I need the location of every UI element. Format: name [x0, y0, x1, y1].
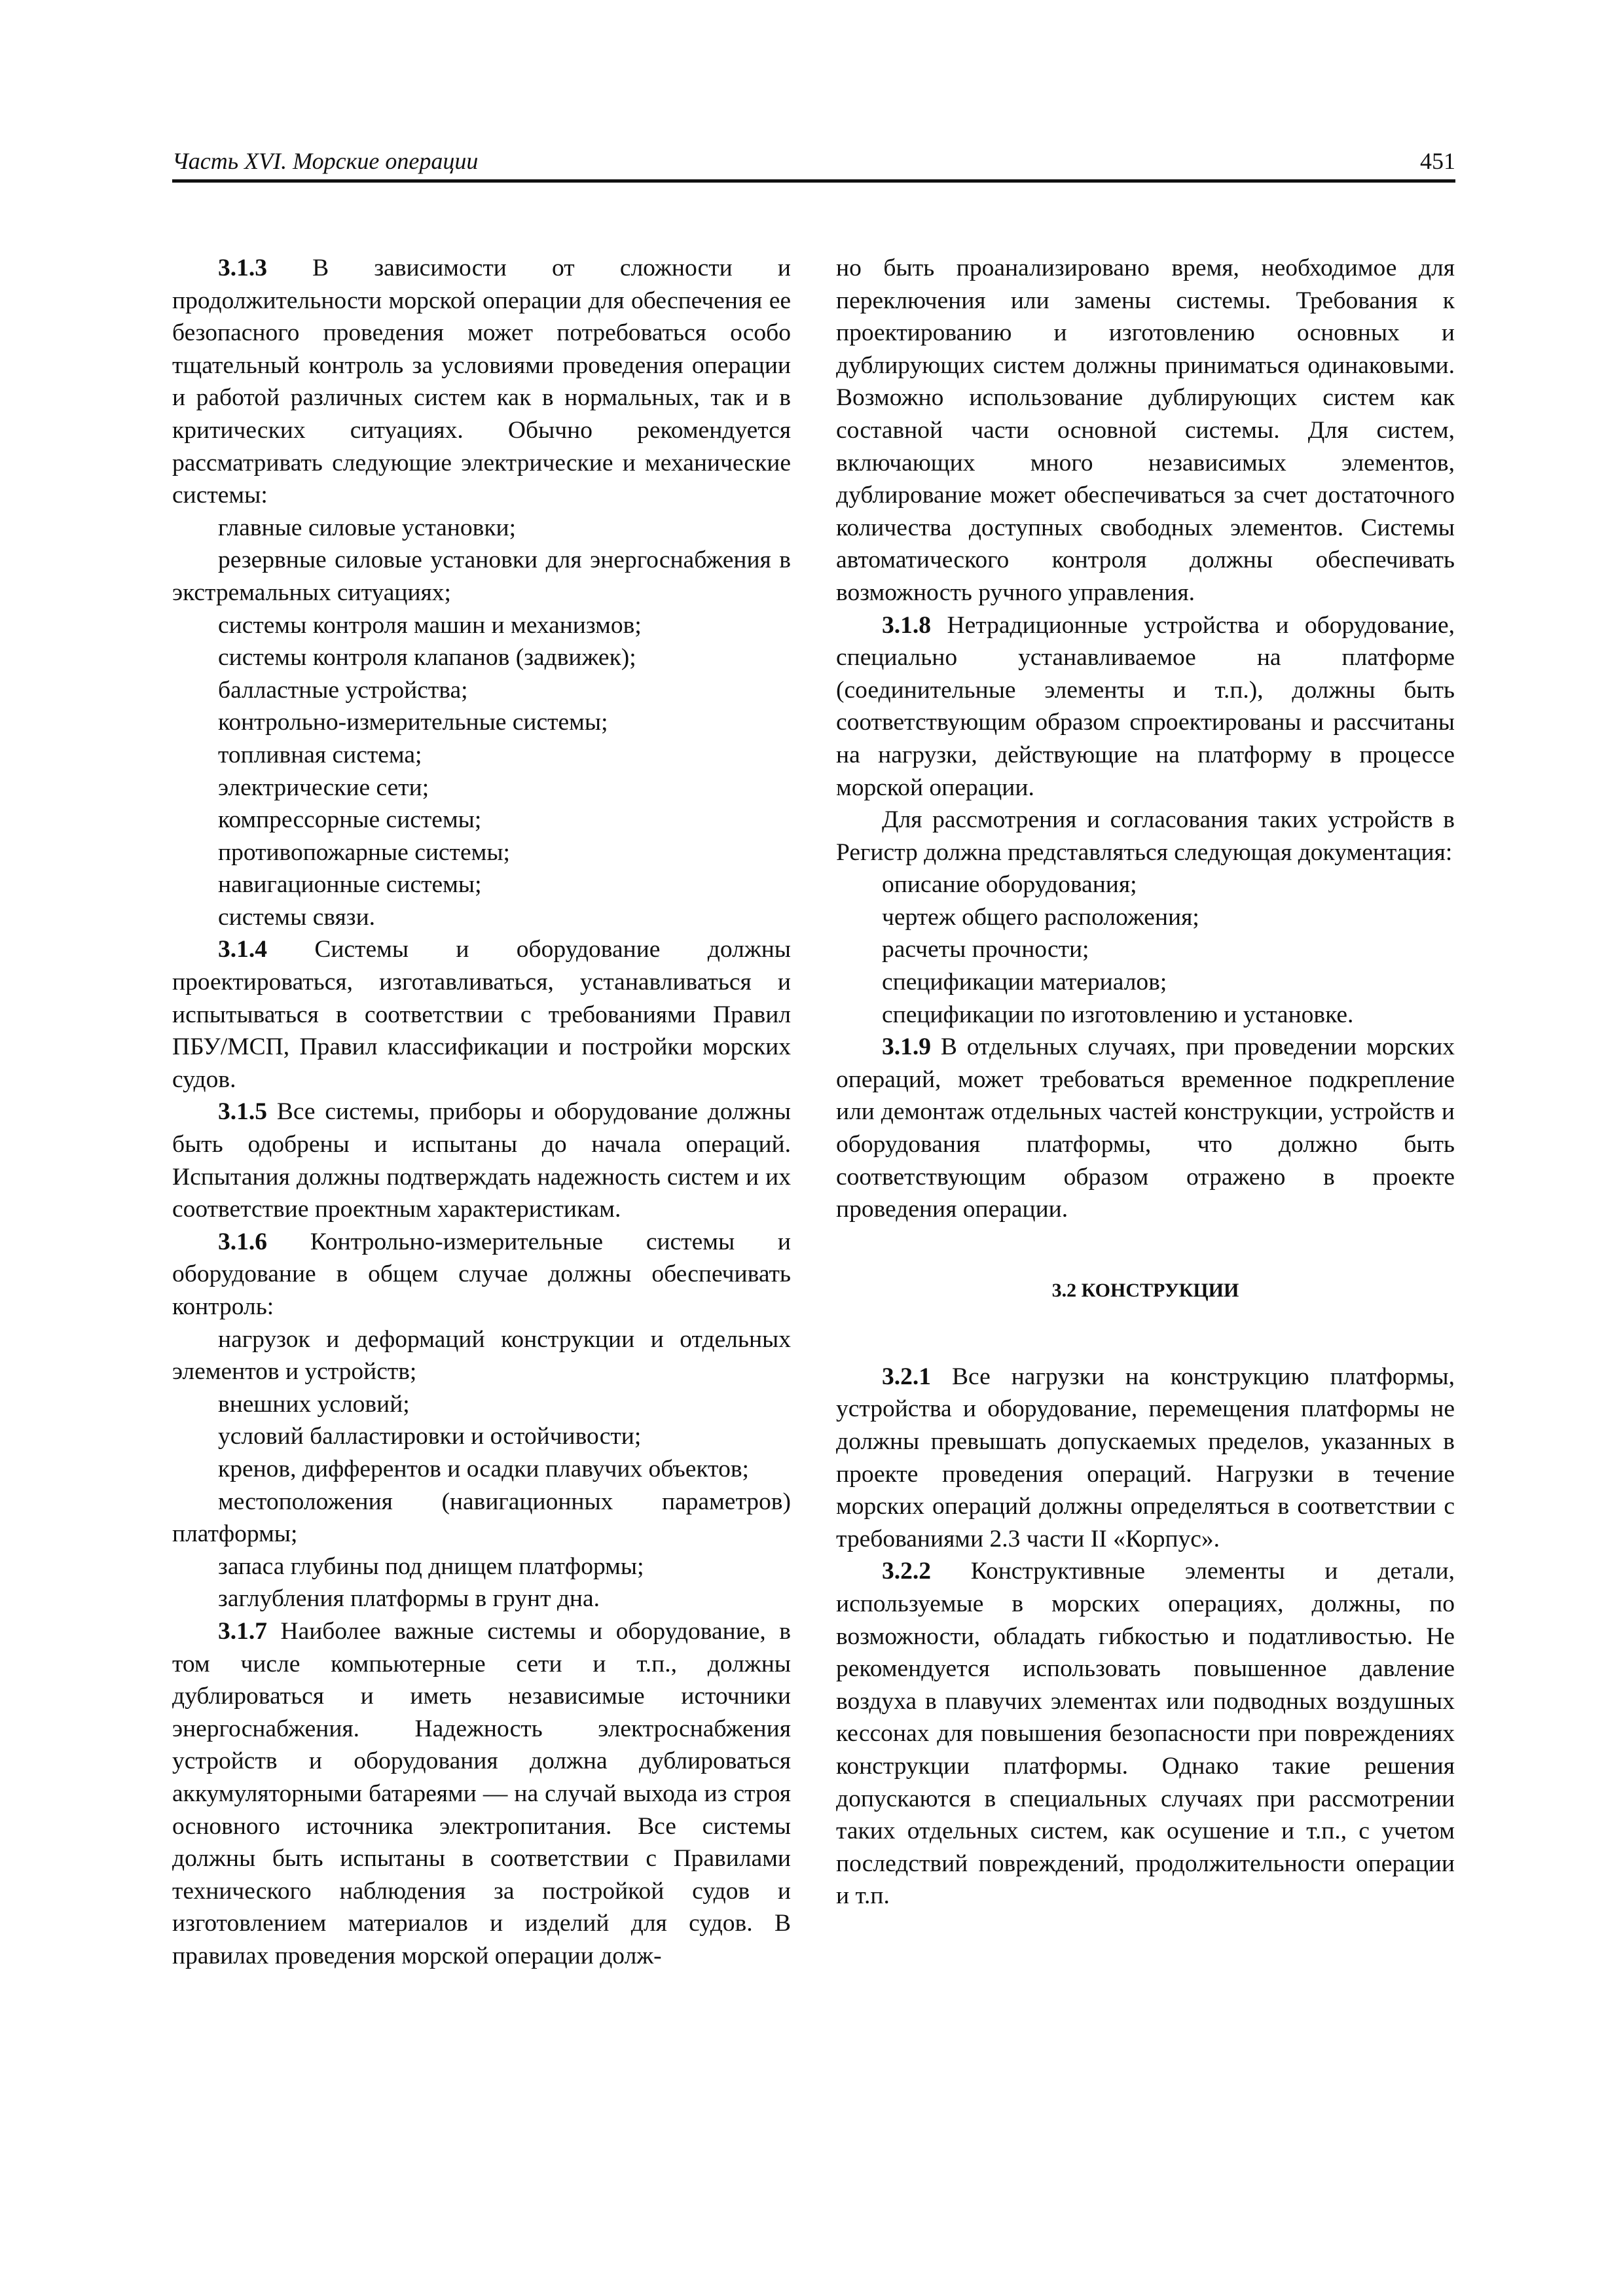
list-item: контрольно-измерительные системы; [218, 709, 608, 736]
clause-number: 3.2.2 [882, 1558, 931, 1585]
paragraph-3-1-7-continued: но быть проанализировано время, необходимое для переключения или замены системы. Требования к проектированию и изготовлению основных и дублирующих систем должны приниматься одинаковыми. Возможно использование дублирующих систем как составной части основной системы. Для систем, включающих много независимых элементов, дублирование может обеспечиваться за счет достаточного количества доступных свободных элементов. Системы автоматического контроля должны обеспечивать возможность ручного управления. [836, 255, 1455, 606]
list-item: местоположения (навигационных параметров) платформы; [172, 1488, 791, 1548]
right-column [836, 252, 1455, 1912]
list-item: описание оборудования; [882, 871, 1137, 899]
paragraph-3-1-8-documents: Для рассмотрения и согласования таких устройств в Регистр должна представляться следующая документация: [836, 806, 1455, 866]
clause-number: 3.2.1 [882, 1363, 931, 1390]
clause-number: 3.1.7 [218, 1617, 267, 1645]
list-item: заглубления платформы в грунт дна. [218, 1585, 600, 1613]
list-item: чертеж общего расположения; [882, 903, 1199, 931]
list-item: балластные устройства; [218, 676, 468, 704]
paragraph-text: Контрольно-измерительные системы и оборудование в общем случае должны обеспечивать контроль: [172, 1228, 791, 1320]
paragraph-3-1-3 [172, 252, 791, 512]
list-item: компрессорные системы; [218, 806, 482, 834]
paragraph-3-1-5 [172, 1096, 791, 1225]
paragraph-text: Наиболее важные системы и оборудование, в том числе компьютерные сети и т.п., должны дублироваться и иметь независимые источники энергоснабжения. Надежность электроснабжения устройств и оборудования должна дублироваться аккумуляторными батареями — на случай выхода из строя основного источника электропитания. Все системы должны быть испытаны в соответствии с Правилами технического наблюдения за постройкой судов и изготовлением материалов и изделий для судов. В правилах проведения морской операции долж- [172, 1617, 791, 1969]
paragraph-3-2-1 [836, 1361, 1455, 1556]
paragraph-text: В отдельных случаях, при проведении морских операций, может требоваться временное подкрепление или демонтаж отдельных частей конструкции, устройств и оборудования платформы, что должно быть соответствующим образом отражено в проекте проведения операции. [836, 1033, 1455, 1223]
paragraph-3-1-7 [172, 1615, 791, 1973]
page-number: 451 [1420, 148, 1455, 174]
paragraph-3-1-4 [172, 933, 791, 1096]
paragraph-text: Конструктивные элементы и детали, используемые в морских операциях, должны, по возможности, обладать гибкостью и податливостью. Не рекомендуется использовать повышенное давление воздуха в плавучих элементах или подводных воздушных кессонах для повышения безопасности при повреждениях конструкции платформы. Однако такие решения допускаются в специальных случаях при рассмотрении таких отдельных систем, как осушение и т.п., с учетом последствий повреждений, продолжительности операции и т.п. [836, 1558, 1455, 1910]
paragraph-3-2-2 [836, 1555, 1455, 1912]
left-column [172, 252, 791, 1972]
list-item: системы контроля клапанов (задвижек); [218, 644, 636, 672]
paragraph-3-1-9 [836, 1031, 1455, 1226]
list-item: спецификации материалов; [882, 969, 1167, 996]
list-item: расчеты прочности; [882, 936, 1089, 963]
list-item: спецификации по изготовлению и установке. [882, 1001, 1354, 1028]
list-item: условий балластировки и остойчивости; [218, 1423, 642, 1450]
paragraph-text: Системы и оборудование должны проектироваться, изготавливаться, устанавливаться и испытываться в соответствии с требованиями Правил ПБУ/МСП, Правил классификации и постройки морских судов. [172, 936, 791, 1093]
list-item: системы связи. [218, 903, 376, 931]
list-item: системы контроля машин и механизмов; [218, 611, 642, 639]
clause-number: 3.1.3 [218, 255, 267, 281]
list-item: нагрузок и деформаций конструкции и отдельных элементов и устройств; [172, 1325, 791, 1386]
list-item: внешних условий; [218, 1390, 410, 1418]
clause-number: 3.1.9 [882, 1033, 931, 1061]
header-title: Часть XVI. Морские операции [172, 148, 479, 174]
clause-number: 3.1.6 [218, 1228, 267, 1255]
paragraph-text: Все нагрузки на конструкцию платформы, устройства и оборудование, перемещения платформы не должны превышать допускаемых пределов, указанных в проекте проведения операций. Нагрузки в течение морских операций должны определяться в соответствии с требованиями 2.3 части II «Корпус». [836, 1363, 1455, 1552]
list-item: главные силовые установки; [218, 514, 517, 541]
list-item: электрические сети; [218, 774, 429, 801]
clause-number: 3.1.8 [882, 611, 931, 639]
list-item: противопожарные системы; [218, 838, 510, 866]
list-item: резервные силовые установки для энергоснабжения в экстремальных ситуациях; [172, 547, 791, 606]
paragraph-3-1-8 [836, 609, 1455, 804]
clause-number: 3.1.5 [218, 1098, 267, 1126]
clause-number: 3.1.4 [218, 936, 267, 963]
running-header [172, 145, 1455, 183]
list-item: топливная система; [218, 741, 422, 768]
paragraph-text: В зависимости от сложности и продолжительности морской операции для обеспечения ее безопасного проведения может потребоваться особо тщательный контроль за условиями проведения операции и работой различных систем как в нормальных, так и в критических ситуациях. Обычно рекомендуется рассматривать следующие электрические и механические системы: [172, 255, 791, 509]
list-item: навигационные системы; [218, 871, 482, 899]
list-item: кренов, дифферентов и осадки плавучих объектов; [218, 1455, 749, 1482]
section-heading: 3.2 КОНСТРУКЦИИ [1051, 1279, 1239, 1301]
list-item: запаса глубины под днищем платформы; [218, 1552, 644, 1580]
paragraph-text: Нетрадиционные устройства и оборудование, специально устанавливаемое на платформе (соединительные элементы и т.п.), должны быть соответствующим образом спроектированы и рассчитаны на нагрузки, действующие на платформу в процессе морской операции. [836, 611, 1455, 801]
paragraph-3-1-6 [172, 1226, 791, 1323]
paragraph-text: Все системы, приборы и оборудование должны быть одобрены и испытаны до начала операций. Испытания должны подтверждать надежность систем и их соответствие проектным характеристикам. [172, 1098, 791, 1223]
